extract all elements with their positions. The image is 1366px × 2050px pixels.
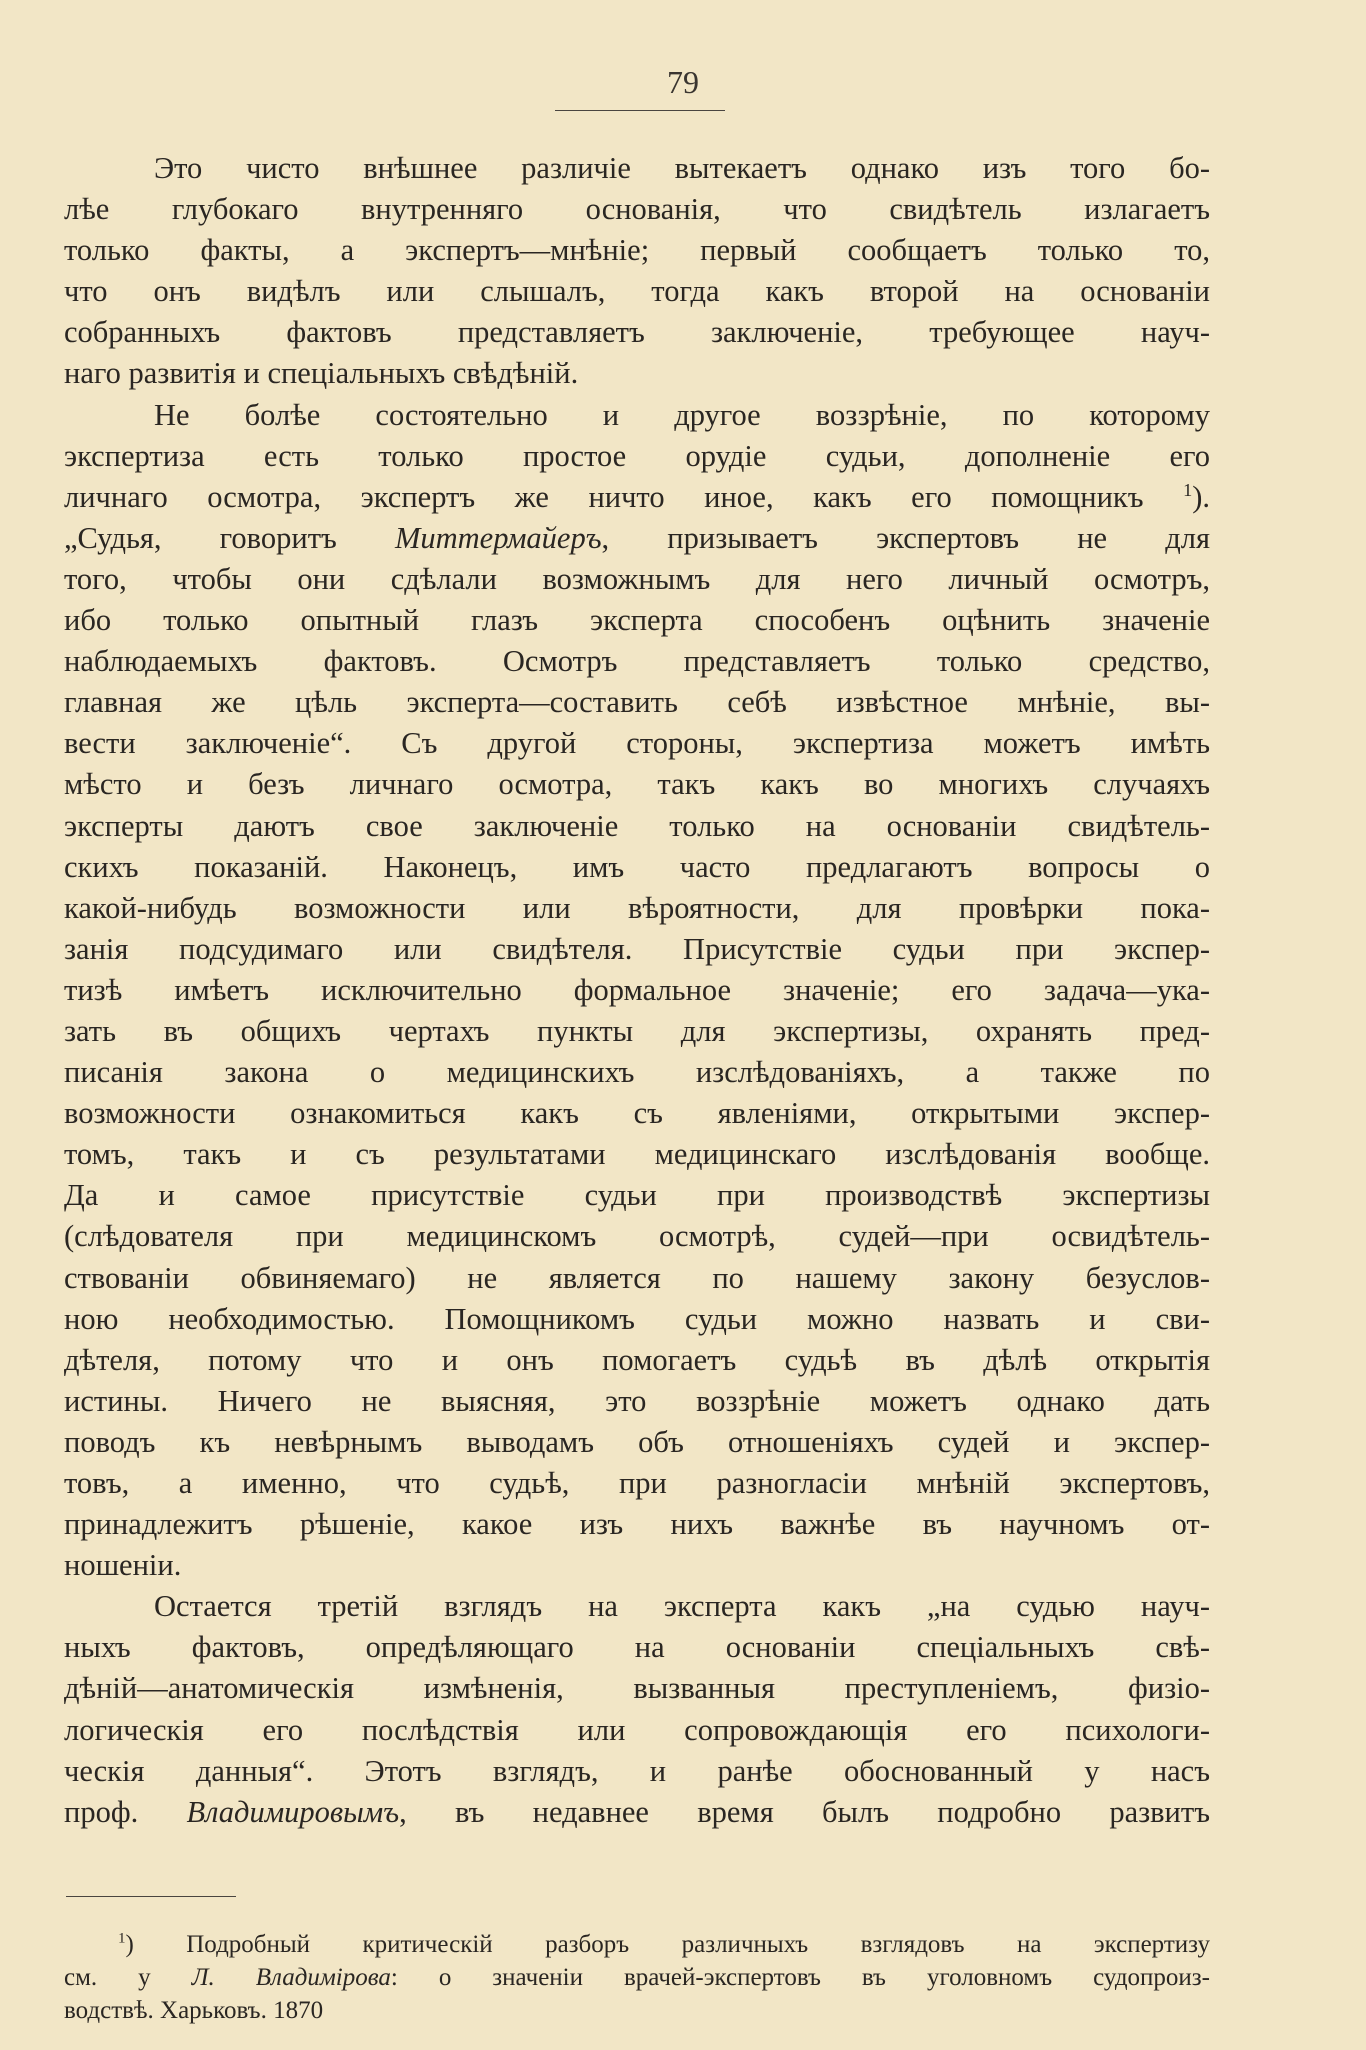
text-line: Да и самое присутствіе судьи при производствѣ экспертизы xyxy=(64,1178,1210,1213)
text-line: какой-нибудь возможности или вѣроятности, для провѣрки пока- xyxy=(64,890,1210,925)
text-line: истины. Ничего не выясняя, это воззрѣніе можетъ однако дать xyxy=(64,1383,1210,1418)
text-line: только факты, а экспертъ—мнѣніе; первый сообщаетъ только то, xyxy=(64,233,1210,268)
text-segment: „Судья, говоритъ xyxy=(64,520,395,555)
text-line: ною необходимостью. Помощникомъ судьи можно назвать и сви- xyxy=(64,1301,1210,1336)
cited-name: Владимировымъ xyxy=(186,1794,400,1829)
text-line: ныхъ фактовъ, опредѣляющаго на основаніи спеціальныхъ свѣ- xyxy=(64,1630,1210,1665)
text-line: ношеніи. xyxy=(64,1548,182,1583)
text-line: что онъ видѣлъ или слышалъ, тогда какъ второй на основаніи xyxy=(64,274,1210,309)
text-segment: проф. xyxy=(64,1794,187,1829)
text-segment: : о значеніи врачей-экспертовъ въ уголовномъ судопроиз- xyxy=(390,1964,1210,1991)
text-line: тизѣ имѣетъ исключительно формальное значеніе; его задача—ука- xyxy=(64,972,1210,1007)
cited-name: Миттермайеръ xyxy=(394,520,602,555)
text-segment: личнаго осмотра, экспертъ же ничто иное, какъ его помощникъ xyxy=(64,479,1184,514)
footnote-line xyxy=(64,1961,1210,1994)
text-segment: см. у xyxy=(64,1964,192,1991)
body-text xyxy=(64,148,1210,1833)
text-line: главная же цѣль эксперта—составить себѣ извѣстное мнѣніе, вы- xyxy=(64,685,1210,720)
text-line: Это чисто внѣшнее различіе вытекаетъ однако изъ того бо- xyxy=(154,151,1210,185)
text-line: товъ, а именно, что судьѣ, при разногласіи мнѣній экспертовъ, xyxy=(64,1466,1210,1500)
text-line: зать въ общихъ чертахъ пункты для экспертизы, охранять пред- xyxy=(64,1013,1210,1048)
footnote-line: водствѣ. Харьковъ. 1870 xyxy=(64,1997,324,2024)
cited-name: Л. Владимірова xyxy=(191,1964,391,1991)
footnote-marker: 1 xyxy=(118,1930,126,1947)
text-line: поводъ къ невѣрнымъ выводамъ объ отношеніяхъ судей и экспер- xyxy=(64,1424,1210,1459)
text-line: ческія данныя“. Этотъ взглядъ, и ранѣе обоснованный у насъ xyxy=(64,1753,1210,1788)
header-rule xyxy=(555,110,725,111)
text-line: логическія его послѣдствія или сопровождающія его психологи- xyxy=(64,1712,1210,1747)
text-line: наблюдаемыхъ фактовъ. Осмотръ представляетъ только средство, xyxy=(64,644,1210,679)
footnote-rule xyxy=(66,1896,236,1897)
text-line: занія подсудимаго или свидѣтеля. Присутствіе судьи при экспер- xyxy=(64,931,1210,966)
text-line: лѣе глубокаго внутренняго основанія, что свидѣтель излагаетъ xyxy=(64,192,1210,227)
text-segment: ). xyxy=(1192,479,1210,514)
text-line: писанія закона о медицинскихъ изслѣдованіяхъ, а также по xyxy=(64,1055,1210,1090)
page-number: 79 xyxy=(667,64,699,100)
text-line: (слѣдователя при медицинскомъ осмотрѣ, судей—при освидѣтель- xyxy=(64,1219,1210,1254)
text-line: ибо только опытный глазъ эксперта способенъ оцѣнить значеніе xyxy=(64,603,1210,638)
text-line: мѣсто и безъ личнаго осмотра, такъ какъ во многихъ случаяхъ xyxy=(64,767,1210,802)
text-line: принадлежитъ рѣшеніе, какое изъ нихъ важнѣе въ научномъ от- xyxy=(64,1507,1210,1542)
text-line: ствованіи обвиняемаго) не является по нашему закону безуслов- xyxy=(64,1260,1210,1295)
footnote-line xyxy=(64,1928,1210,1961)
text-segment: ) Подробный критическій разборъ различныхъ взглядовъ на экспертизу xyxy=(125,1931,1210,1958)
text-line: скихъ показаній. Наконецъ, имъ часто предлагаютъ вопросы о xyxy=(64,849,1210,884)
text-line: дѣній—анатомическія измѣненія, вызванныя преступленіемъ, физіо- xyxy=(64,1671,1210,1706)
text-line xyxy=(64,1792,1210,1833)
text-line: томъ, такъ и съ результатами медицинскаго изслѣдованія вообще. xyxy=(64,1137,1210,1172)
text-line: эксперты даютъ свое заключеніе только на основаніи свидѣтель- xyxy=(64,808,1210,843)
text-line: вести заключеніе“. Съ другой стороны, экспертиза можетъ имѣть xyxy=(64,726,1210,761)
text-line: Не болѣе состоятельно и другое воззрѣніе, по которому xyxy=(154,397,1210,432)
text-line: дѣтеля, потому что и онъ помогаетъ судьѣ въ дѣлѣ открытія xyxy=(64,1342,1210,1377)
text-line xyxy=(64,477,1210,518)
text-line: возможности ознакомиться какъ съ явленіями, открытыми экспер- xyxy=(64,1096,1210,1131)
text-line xyxy=(64,518,1210,559)
text-line: Остается третій взглядъ на эксперта какъ „на судью науч- xyxy=(154,1589,1210,1624)
text-segment: , въ недавнее время былъ подробно развитъ xyxy=(399,1794,1210,1829)
text-line: того, чтобы они сдѣлали возможнымъ для него личный осмотръ, xyxy=(64,561,1210,596)
footnotes xyxy=(64,1928,1210,2027)
text-line: собранныхъ фактовъ представляетъ заключеніе, требующее науч- xyxy=(64,315,1210,350)
text-line: экспертиза есть только простое орудіе судьи, дополненіе его xyxy=(64,438,1210,473)
footnote-marker: 1 xyxy=(1183,479,1193,500)
text-segment: , призываетъ экспертовъ не для xyxy=(601,520,1210,555)
text-line: наго развитія и спеціальныхъ свѣдѣній. xyxy=(64,356,579,391)
